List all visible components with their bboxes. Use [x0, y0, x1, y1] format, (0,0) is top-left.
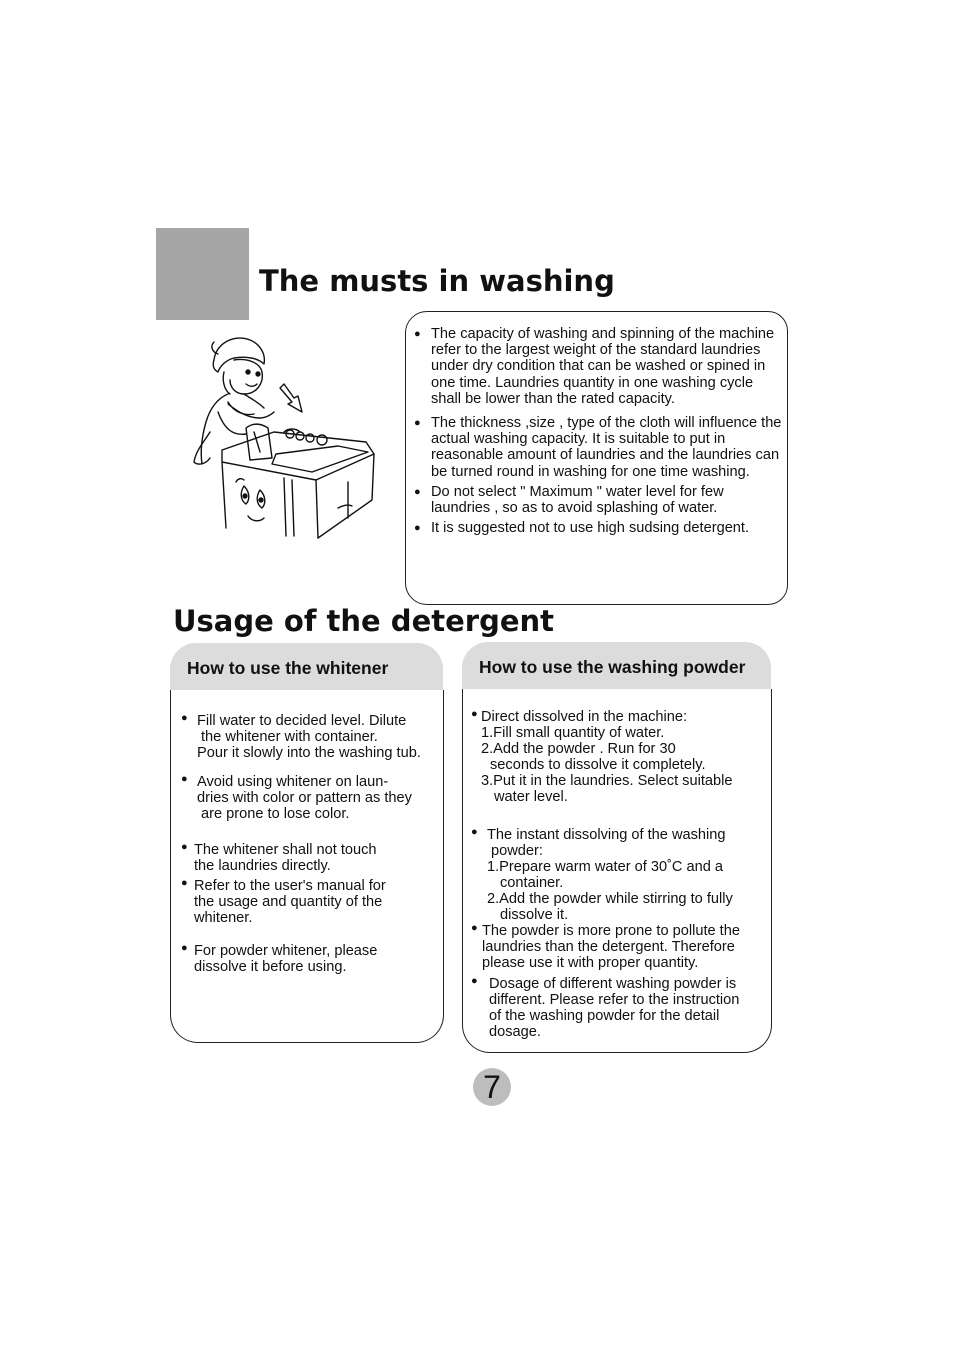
list-item: ● The powder is more prone to pollute the laundries than the detergent. Therefore please use it with proper quantity. [471, 923, 771, 971]
list-item: ● Direct dissolved in the machine: 1.Fill small quantity of water. 2.Add the powder . Run for 30 seconds to dissolve it completely. 3.Put it in the laundries. Select suitable water level. [471, 709, 771, 805]
section-title-usage: Usage of the detergent [173, 604, 555, 638]
list-item: ● The instant dissolving of the washing powder: 1.Prepare warm water of 30˚C and a container. 2.Add the powder while stirring to fully dissolve it. [471, 827, 771, 923]
powder-heading: How to use the washing powder [479, 657, 746, 677]
section-marker [156, 228, 249, 320]
whitener-panel [170, 690, 444, 1043]
list-item: ● The whitener shall not touch the laundries directly. [181, 842, 443, 874]
list-item: ● It is suggested not to use high sudsing detergent. [414, 520, 786, 536]
powder-heading-tab [462, 642, 771, 690]
powder-list [471, 709, 771, 1040]
list-item: ● The thickness ,size , type of the cloth will influence the actual washing capacity. It is suitable to put in reasonable amount of laundries and the laundries can be turned round in washing for one time washing. [414, 415, 786, 480]
list-item: ● Refer to the user's manual for the usage and quantity of the whitener. [181, 878, 443, 926]
list-item: ● Avoid using whitener on laun- dries with color or pattern as they are prone to lose color. [181, 774, 443, 822]
list-item: ● Fill water to decided level. Dilute the whitener with container. Pour it slowly into the washing tub. [181, 713, 443, 761]
list-item: ● The capacity of washing and spinning of the machine refer to the largest weight of the standard laundries under dry condition that can be washed or spined in one time. Laundries quantity in one washing cycle shall be lower than the rated capacity. [414, 326, 786, 407]
list-item: ● Do not select " Maximum " water level for few laundries , so as to avoid splashing of water. [414, 484, 786, 516]
list-item: ● Dosage of different washing powder is different. Please refer to the instruction of the washing powder for the detail dosage. [471, 976, 771, 1040]
musts-panel [405, 311, 788, 605]
whitener-heading-tab [170, 643, 443, 691]
musts-list [414, 326, 786, 536]
powder-panel [462, 689, 772, 1053]
whitener-heading: How to use the whitener [187, 658, 389, 678]
page-number: 7 [473, 1068, 511, 1106]
whitener-list [181, 713, 443, 975]
section-title-musts: The musts in washing [259, 264, 615, 298]
woman-washing-machine-illustration [188, 332, 388, 542]
list-item: ● For powder whitener, please dissolve it before using. [181, 943, 443, 975]
